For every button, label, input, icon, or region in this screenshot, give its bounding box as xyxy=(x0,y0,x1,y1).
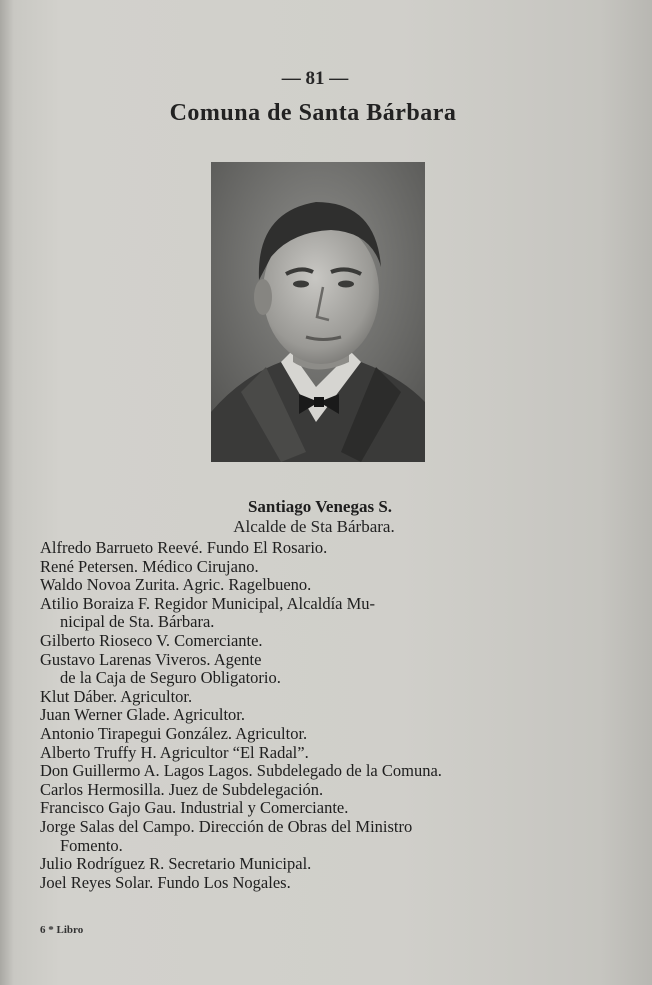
list-item-text: Waldo Novoa Zurita. Agric. Ragelbueno. xyxy=(40,575,312,595)
list-item xyxy=(40,855,600,874)
page-number: — 81 — xyxy=(281,68,349,89)
list-item-continuation: nicipal de Sta. Bárbara. xyxy=(60,612,215,632)
list-item-text: Klut Dáber. Agricultor. xyxy=(40,686,193,706)
list-item xyxy=(40,781,600,800)
list-item-text: René Petersen. Médico Cirujano. xyxy=(40,556,259,576)
portrait-photo xyxy=(211,162,425,462)
list-item-text: Francisco Gajo Gau. Industrial y Comerciante. xyxy=(40,798,349,818)
list-item-text: Juan Werner Glade. Agricultor. xyxy=(40,705,246,725)
list-item-text: Antonio Tirapegui González. Agricultor. xyxy=(40,723,308,743)
list-item xyxy=(40,632,600,651)
list-item xyxy=(40,558,600,577)
list-item xyxy=(40,818,600,855)
list-item xyxy=(40,762,600,781)
list-item xyxy=(40,799,600,818)
portrait-caption-role: Alcalde de Sta Bárbara. xyxy=(233,517,395,536)
list-item xyxy=(40,539,600,558)
list-item xyxy=(40,576,600,595)
footer-signature: 6 * Libro xyxy=(40,924,84,936)
list-item-text: Alberto Truffy H. Agricultor “El Radal”. xyxy=(40,742,309,762)
list-item-text: Gustavo Larenas Viveros. Agente xyxy=(40,649,262,669)
list-item xyxy=(40,706,600,725)
list-item-text: Atilio Boraiza F. Regidor Municipal, Alcaldía Mu- xyxy=(40,593,376,613)
list-item-continuation: de la Caja de Seguro Obligatorio. xyxy=(60,668,281,688)
list-item xyxy=(40,874,600,893)
list-item xyxy=(40,744,600,763)
list-item-text: Joel Reyes Solar. Fundo Los Nogales. xyxy=(40,872,291,892)
portrait-caption-name: Santiago Venegas S. xyxy=(247,497,393,516)
list-item xyxy=(40,725,600,744)
list-item-text: Gilberto Rioseco V. Comerciante. xyxy=(40,630,263,650)
list-item-text: Julio Rodríguez R. Secretario Municipal. xyxy=(40,854,312,874)
list-item xyxy=(40,595,600,632)
list-item-text: Jorge Salas del Campo. Dirección de Obras del Ministro xyxy=(40,816,413,836)
list-item-continuation: Fomento. xyxy=(60,835,123,855)
page-title: Comuna de Santa Bárbara xyxy=(169,100,457,126)
list-item-text: Carlos Hermosilla. Juez de Subdelegación. xyxy=(40,779,324,799)
portrait-figure xyxy=(211,162,425,462)
list-item-text: Alfredo Barrueto Reevé. Fundo El Rosario. xyxy=(40,538,328,557)
people-list xyxy=(40,539,600,892)
list-item-text: Don Guillermo A. Lagos Lagos. Subdelegado de la Comuna. xyxy=(40,761,442,781)
list-item xyxy=(40,651,600,688)
list-item xyxy=(40,688,600,707)
